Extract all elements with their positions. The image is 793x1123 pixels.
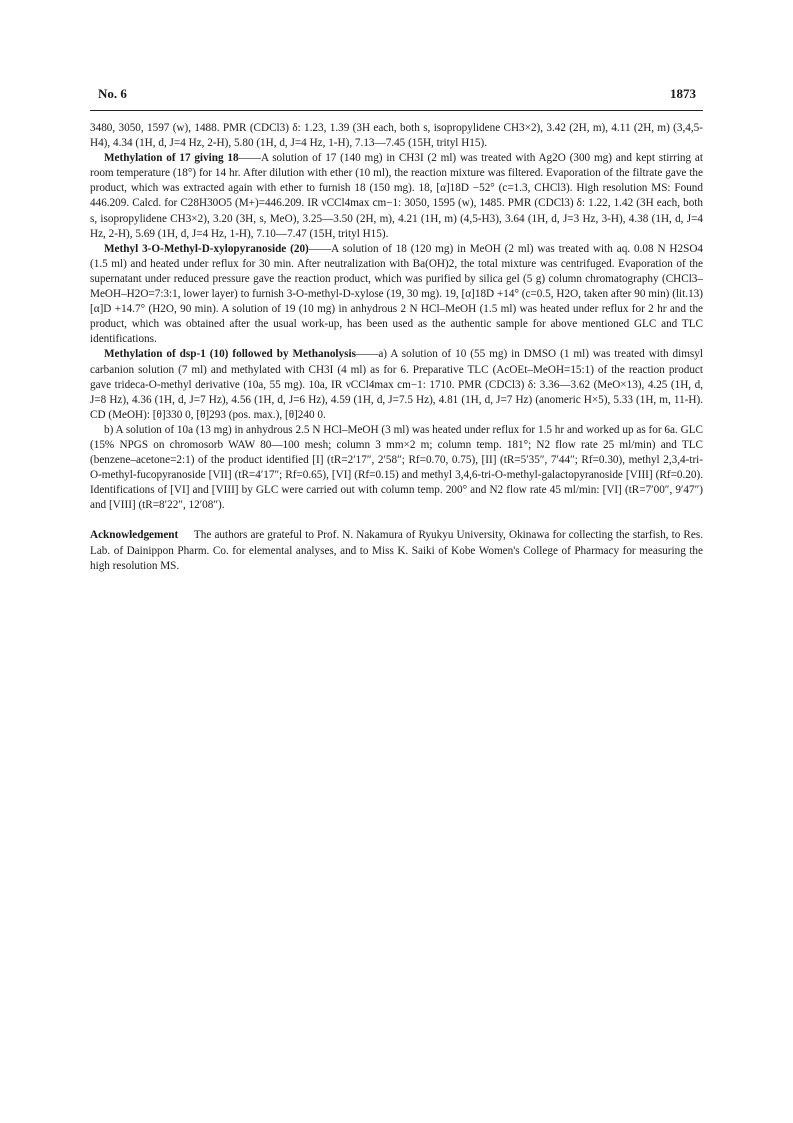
header-rule [90,110,703,111]
paragraph-text: ——a) A solution of 10 (55 mg) in DMSO (1 ml) was treated with dimsyl carbanion solution (7 ml) and methylated with CH3I (4 ml) as for 6. Preparative TLC (AcOEt–MeOH=15:1) of the reaction product gave trideca-O-methyl derivative (10a, 55 mg). 10a, IR νCCl4max cm−1: 1710. PMR (CDCl3) δ: 3.36—3.62 (MeO×13), 4.25 (1H, d, J=8 Hz), 4.36 (1H, d, J=7 Hz), 4.56 (1H, d, J=6 Hz), 4.59 (1H, d, J=7.5 Hz), 4.81 (1H, d, J=7 Hz) (anomeric H×5), 5.33 (1H, m, 11-H). CD (MeOH): [θ]330 0, [θ]293 (pos. max.), [θ]240 0. [90,348,703,421]
acknowledgement [90,528,703,573]
article-body [90,121,703,574]
acknowledgement-text: The authors are grateful to Prof. N. Nakamura of Ryukyu University, Okinawa for collecting the starfish, to Res. Lab. of Dainippon Pharm. Co. for elemental analyses, and to Miss K. Saiki of Kobe Women's College of Pharmacy for measuring the high resolution MS. [90,529,704,572]
paragraph-methylation-17 [90,151,703,242]
paragraph-xylopyranoside [90,242,703,348]
issue-number: No. 6 [98,86,127,101]
paragraph-continuation: 3480, 3050, 1597 (w), 1488. PMR (CDCl3) δ: 1.23, 1.39 (3H each, both s, isopropylidene CH3×2), 3.42 (2H, m), 4.11 (2H, m) (3,4,5-H4), 4.34 (1H, d, J=4 Hz, 2-H), 5.80 (1H, d, J=4 Hz, 1-H), 7.13—7.45 (15H, trityl H15). [90,122,703,150]
section-heading: Methyl 3-O-Methyl-D-xylopyranoside (20) [104,242,309,255]
paragraph-methanolysis-b: b) A solution of 10a (13 mg) in anhydrous 2.5 N HCl–MeOH (3 ml) was heated under reflux for 1.5 hr and worked up as for 6a. GLC (15% NPGS on chromosorb WAW 80—100 mesh; column 3 mm×2 m; column temp. 181°; N2 flow rate 25 ml/min) and TLC (benzene–acetone=2:1) of the product identified [I] (tR=2′17″, 2′58″; Rf=0.70, 0.75), [II] (tR=5′35″, 7′44″; Rf=0.30), methyl 2,3,4-tri-O-methyl-fucopyranoside [VII] (tR=4′17″; Rf=0.65), [VI] (Rf=0.15) and methyl 3,4,6-tri-O-methyl-galactopyranoside [VIII] (Rf=0.20). Identifications of [VI] and [VIII] by GLC were carried out with column temp. 200° and N2 flow rate 45 ml/min: [VI] (tR=7′00″, 9′47″) and [VIII] (tR=8′22″, 12′08″). [90,423,703,512]
acknowledgement-heading: Acknowledgement [90,529,179,542]
paragraph-methylation-dsp1 [90,347,703,422]
running-header [98,86,696,102]
section-heading: Methylation of dsp-1 (10) followed by Methanolysis [104,348,356,361]
page-number: 1873 [670,86,696,101]
section-heading: Methylation of 17 giving 18 [104,152,239,165]
paragraph-text: ——A solution of 17 (140 mg) in CH3I (2 ml) was treated with Ag2O (300 mg) and kept stirring at room temperature (18°) for 14 hr. After dilution with ether (10 ml), the reaction mixture was filtered. Evaporation of the filtrate gave the product, which was extracted again with ether to furnish 18 (150 mg). 18, [α]18D −52° (c=1.3, CHCl3). High resolution MS: Found 446.209. Calcd. for C28H30O5 (M+)=446.209. IR νCCl4max cm−1: 3050, 1595 (w), 1485. PMR (CDCl3) δ: 1.22, 1.42 (3H each, both s, isopropylidene CH3×2), 3.20 (3H, s, MeO), 3.25—3.50 (2H, m), 4.21 (1H, m) (4,5-H3), 3.64 (1H, d, J=3 Hz, 3-H), 4.38 (1H, d, J=4 Hz, 2-H), 5.69 (1H, d, J=4 Hz, 1-H), 7.10—7.47 (15H, trityl H15). [90,152,703,240]
paragraph-text: ——A solution of 18 (120 mg) in MeOH (2 ml) was treated with aq. 0.08 N H2SO4 (1.5 ml) and heated under reflux for 30 min. After neutralization with Ba(OH)2, the total mixture was centrifuged. Evaporation of the supernatant under reduced pressure gave the reaction product, which was purified by silica gel (5 g) column chromatography (CHCl3–MeOH–H2O=7:3:1, lower layer) to furnish 3-O-methyl-D-xylose (19, 30 mg). 19, [α]18D +14° (c=0.5, H2O, taken after 90 min) (lit.13) [α]D +14.7° (H2O, 90 min). A solution of 19 (10 mg) in anhydrous 2 N HCl–MeOH (1.5 ml) was heated under reflux for 2 hr and the product, which was obtained after the usual work-up, has been used as the authentic sample for above mentioned GLC and TLC identifications. [90,242,703,346]
